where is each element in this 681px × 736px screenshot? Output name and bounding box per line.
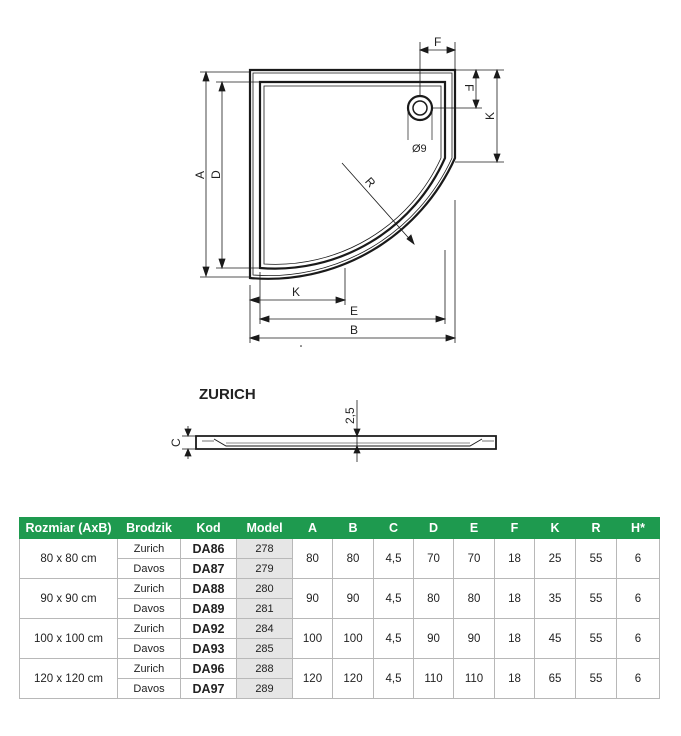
table-header-row <box>20 518 660 539</box>
header-size: Rozmiar (AxB) <box>20 518 118 539</box>
model-cell: 281 <box>237 599 293 619</box>
brodzik-cell: Davos <box>118 679 181 699</box>
header-kod: Kod <box>181 518 237 539</box>
brodzik-cell: Davos <box>118 639 181 659</box>
value-E: 80 <box>454 579 495 619</box>
value-C: 4,5 <box>374 539 414 579</box>
value-R: 55 <box>576 539 617 579</box>
size-cell: 100 x 100 cm <box>20 619 118 659</box>
value-K: 35 <box>535 579 576 619</box>
model-title: ZURICH <box>199 386 256 403</box>
value-D: 110 <box>414 659 454 699</box>
drain-label: Ø9 <box>412 143 427 155</box>
header-R: R <box>576 518 617 539</box>
specs-table <box>19 517 660 699</box>
value-F: 18 <box>495 659 535 699</box>
header-brodzik: Brodzik <box>118 518 181 539</box>
size-cell: 90 x 90 cm <box>20 579 118 619</box>
model-cell: 279 <box>237 559 293 579</box>
brodzik-cell: Zurich <box>118 579 181 599</box>
value-B: 120 <box>333 659 374 699</box>
kod-cell: DA86 <box>181 539 237 559</box>
dimension-C-label: C <box>169 438 183 447</box>
value-D: 70 <box>414 539 454 579</box>
brodzik-cell: Zurich <box>118 659 181 679</box>
dimension-E-label: E <box>350 304 359 318</box>
kod-cell: DA96 <box>181 659 237 679</box>
value-R: 55 <box>576 579 617 619</box>
value-H: 6 <box>617 659 660 699</box>
model-cell: 285 <box>237 639 293 659</box>
dimension-C <box>182 426 196 459</box>
kod-cell: DA88 <box>181 579 237 599</box>
header-B: B <box>333 518 374 539</box>
dimension-F-side-label: F <box>462 84 476 92</box>
value-B: 100 <box>333 619 374 659</box>
size-cell: 120 x 120 cm <box>20 659 118 699</box>
value-H: 6 <box>617 539 660 579</box>
model-cell: 278 <box>237 539 293 559</box>
value-E: 90 <box>454 619 495 659</box>
value-C: 4,5 <box>374 619 414 659</box>
brodzik-cell: Davos <box>118 559 181 579</box>
model-cell: 288 <box>237 659 293 679</box>
kod-cell: DA97 <box>181 679 237 699</box>
value-B: 90 <box>333 579 374 619</box>
radius-R <box>342 163 414 244</box>
table-row <box>20 619 660 639</box>
value-D: 80 <box>414 579 454 619</box>
kod-cell: DA87 <box>181 559 237 579</box>
dimension-F-top-label: F <box>434 35 442 49</box>
dimension-A <box>200 72 250 277</box>
radius-R-label: R <box>362 174 379 191</box>
value-K: 65 <box>535 659 576 699</box>
brodzik-cell: Zurich <box>118 539 181 559</box>
header-D: D <box>414 518 454 539</box>
kod-cell: DA93 <box>181 639 237 659</box>
dimension-B <box>250 200 455 343</box>
value-E: 110 <box>454 659 495 699</box>
dimension-A-label: A <box>193 170 207 179</box>
value-F: 18 <box>495 539 535 579</box>
value-A: 100 <box>293 619 333 659</box>
value-C: 4,5 <box>374 659 414 699</box>
value-R: 55 <box>576 619 617 659</box>
table-row <box>20 659 660 679</box>
brodzik-cell: Zurich <box>118 619 181 639</box>
table-row <box>20 539 660 559</box>
dimension-K-side-label: K <box>483 111 497 120</box>
header-E: E <box>454 518 495 539</box>
value-R: 55 <box>576 659 617 699</box>
value-E: 70 <box>454 539 495 579</box>
value-D: 90 <box>414 619 454 659</box>
value-C: 4,5 <box>374 579 414 619</box>
value-F: 18 <box>495 579 535 619</box>
value-K: 25 <box>535 539 576 579</box>
value-A: 90 <box>293 579 333 619</box>
header-model: Model <box>237 518 293 539</box>
value-F: 18 <box>495 619 535 659</box>
value-K: 45 <box>535 619 576 659</box>
model-cell: 284 <box>237 619 293 639</box>
tray-side-view <box>196 436 496 449</box>
brodzik-cell: Davos <box>118 599 181 619</box>
value-H: 6 <box>617 619 660 659</box>
header-F: F <box>495 518 535 539</box>
value-B: 80 <box>333 539 374 579</box>
model-cell: 289 <box>237 679 293 699</box>
table-row <box>20 579 660 599</box>
size-cell: 80 x 80 cm <box>20 539 118 579</box>
value-A: 120 <box>293 659 333 699</box>
value-A: 80 <box>293 539 333 579</box>
dimension-K-bottom-label: K <box>292 285 301 299</box>
header-K: K <box>535 518 576 539</box>
header-C: C <box>374 518 414 539</box>
kod-cell: DA89 <box>181 599 237 619</box>
model-cell: 280 <box>237 579 293 599</box>
dimension-height-label: 2,5 <box>343 407 357 424</box>
dimension-B-label: B <box>350 323 359 337</box>
value-H: 6 <box>617 579 660 619</box>
kod-cell: DA92 <box>181 619 237 639</box>
header-H: H* <box>617 518 660 539</box>
drain-symbol <box>408 96 432 140</box>
header-A: A <box>293 518 333 539</box>
dimension-D-label: D <box>209 170 223 179</box>
